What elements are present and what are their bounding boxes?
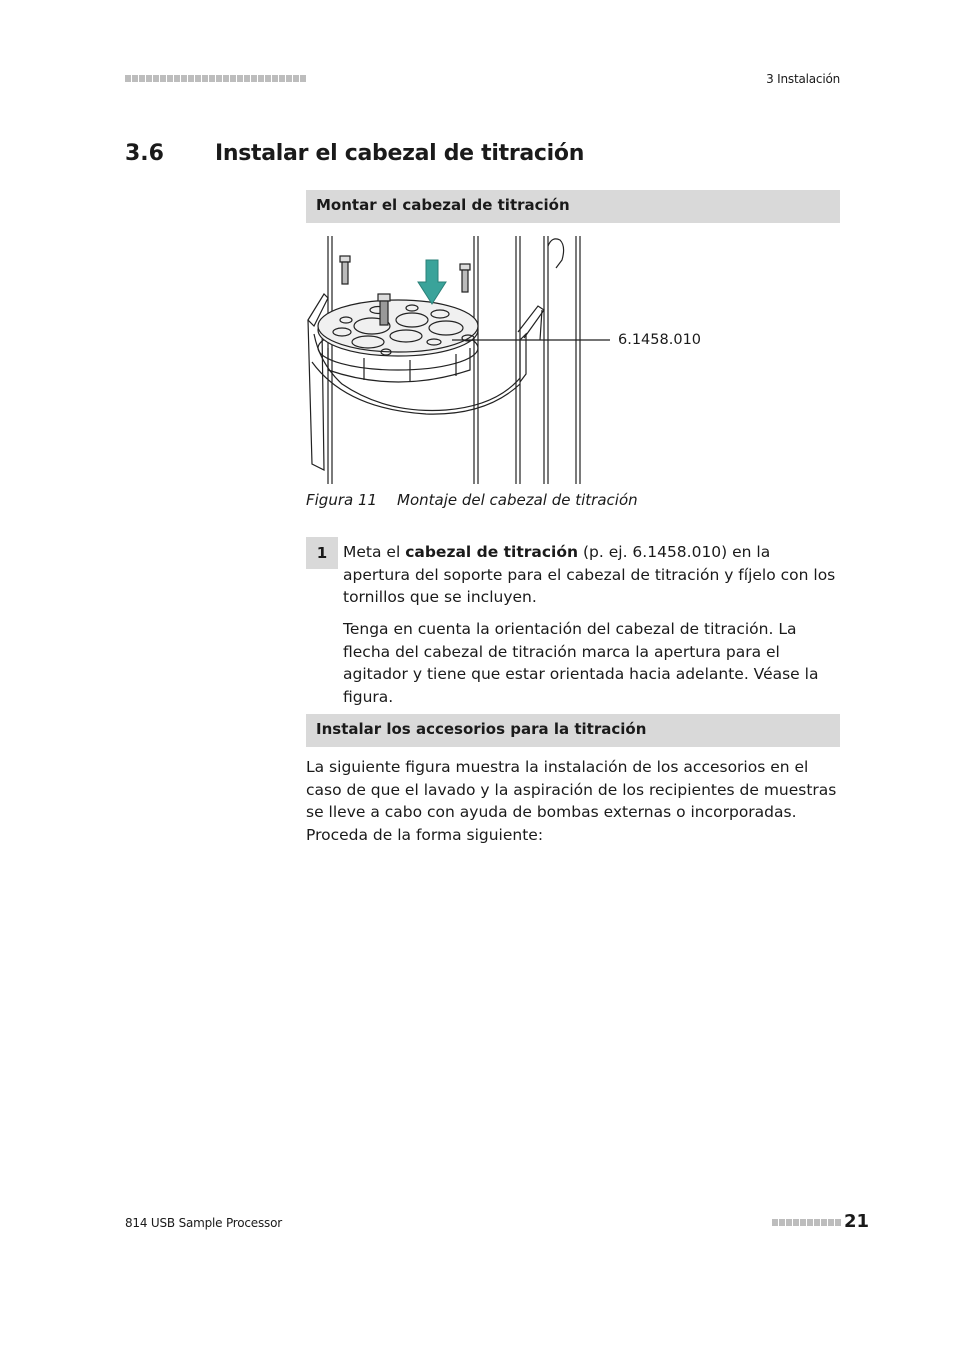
- figure-caption-text: Montaje del cabezal de titración: [397, 491, 638, 509]
- figure-caption: [306, 491, 638, 509]
- footer-product-name: 814 USB Sample Processor: [125, 1216, 282, 1230]
- intro-paragraph: La siguiente figura muestra la instalación de los accesorios en el caso de que el lavado y la aspiración de los recipientes de muestras se lleve a cabo con ayuda de bombas externas o incorporadas. Proceda de la forma siguiente:: [306, 758, 837, 844]
- step-1-text-before: Meta el: [343, 543, 406, 561]
- step-1-note: Tenga en cuenta la orientación del cabezal de titración. La flecha del cabezal de titración marca la apertura para el agitador y tiene que estar orientada hacia adelante. Véase la figura.: [343, 620, 819, 706]
- arrow-down-icon: [418, 260, 446, 304]
- step-1-text: [343, 541, 840, 609]
- titration-head-figure: [306, 234, 726, 486]
- subsection-heading-accessories: Instalar los accesorios para la titración: [306, 714, 840, 747]
- part-number-callout: 6.1458.010: [618, 332, 702, 348]
- footer-dot-bar: [772, 1219, 841, 1226]
- section-title: Instalar el cabezal de titración: [215, 141, 585, 166]
- step-1-text-bold: cabezal de titración: [405, 543, 579, 561]
- figure-caption-number: Figura 11: [306, 491, 378, 509]
- subsection-heading-mount: Montar el cabezal de titración: [306, 190, 840, 223]
- step-number-badge: 1: [306, 537, 338, 569]
- step-1-text-after: (p. ej. 6.1458.010) en la apertura del soporte para el cabezal de titración y fíjelo con los tornillos que se incluyen.: [343, 543, 836, 606]
- running-header-chapter: 3 Instalación: [766, 72, 840, 86]
- section-number: 3.6: [125, 141, 164, 166]
- page-number: 21: [844, 1211, 870, 1232]
- header-dot-bar: [125, 75, 306, 82]
